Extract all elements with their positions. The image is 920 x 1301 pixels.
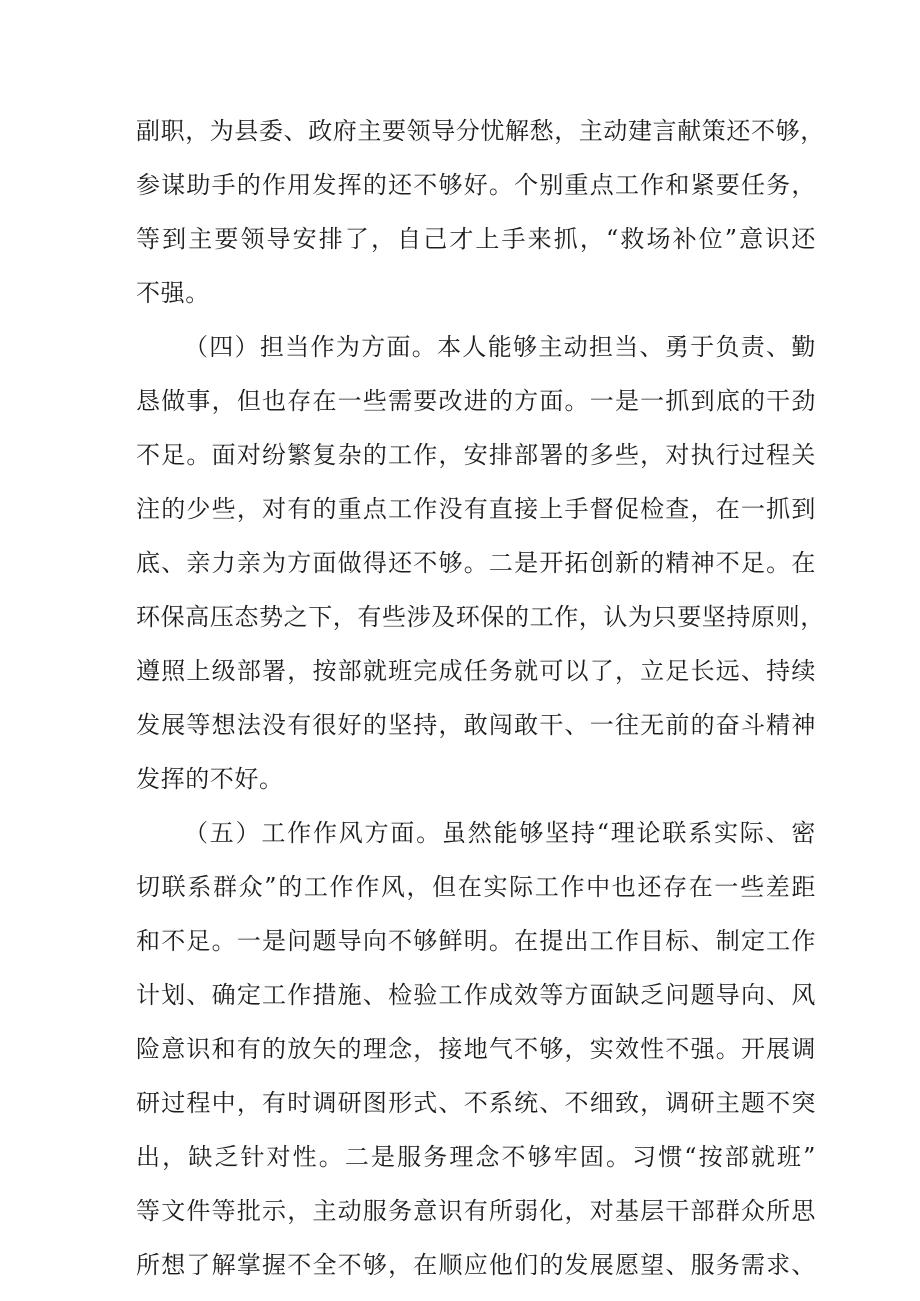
text-line: 所想了解掌握不全不够，在顺应他们的发展愿望、服务需求、 [136,1251,816,1279]
text-line: 和不足。一是问题导向不够鲜明。在提出工作目标、制定工作 [136,927,816,955]
text-line: 不足。面对纷繁复杂的工作，安排部署的多些，对执行过程关 [136,441,816,469]
text-line: 遵照上级部署，按部就班完成任务就可以了，立足长远、持续 [136,657,816,685]
text-line: 参谋助手的作用发挥的还不够好。个别重点工作和紧要任务， [136,171,816,199]
section-heading-line: （四）担当作为方面。本人能够主动担当、勇于负责、勤 [184,333,816,361]
text-line: 不强。 [136,279,210,307]
text-line: 计划、确定工作措施、检验工作成效等方面缺乏问题导向、风 [136,981,816,1009]
text-line: 险意识和有的放矢的理念，接地气不够，实效性不强。开展调 [136,1035,816,1063]
paragraph-section-5 [136,806,816,1292]
text-line: 副职，为县委、政府主要领导分忧解愁，主动建言献策还不够， [136,117,825,145]
text-line: 发展等想法没有很好的坚持，敢闯敢干、一往无前的奋斗精神 [136,711,816,739]
section-heading-line: （五）工作作风方面。虽然能够坚持“理论联系实际、密 [184,819,816,847]
text-line: 发挥的不好。 [136,765,284,793]
paragraph-section-4 [136,320,825,806]
text-line: 环保高压态势之下，有些涉及环保的工作，认为只要坚持原则， [136,603,825,631]
text-line: 等文件等批示，主动服务意识有所弱化，对基层干部群众所思 [136,1197,816,1225]
text-line: 底、亲力亲为方面做得还不够。二是开拓创新的精神不足。在 [136,549,816,577]
text-line: 研过程中，有时调研图形式、不系统、不细致，调研主题不突 [136,1089,816,1117]
text-line: 切联系群众”的工作作风，但在实际工作中也还存在一些差距 [136,873,816,901]
text-line: 出，缺乏针对性。二是服务理念不够牢固。习惯“按部就班” [136,1143,816,1171]
text-line: 注的少些，对有的重点工作没有直接上手督促检查，在一抓到 [136,495,816,523]
paragraph-continuation [136,104,825,320]
text-line: 等到主要领导安排了，自己才上手来抓，“救场补位”意识还 [136,225,816,253]
document-body [136,104,825,1292]
text-line: 恳做事，但也存在一些需要改进的方面。一是一抓到底的干劲 [136,387,816,415]
